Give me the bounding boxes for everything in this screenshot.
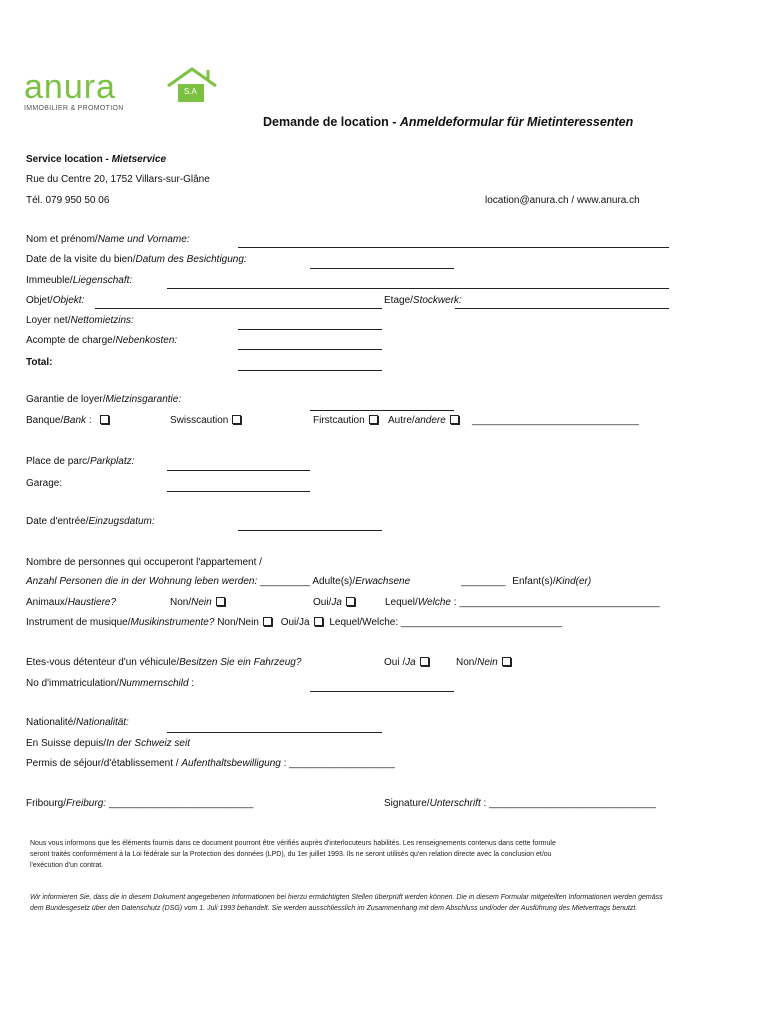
nationality-label-fr: Nationalité/ — [26, 717, 77, 728]
charges-label-fr: Acompte de charge/ — [26, 335, 116, 346]
house-icon — [164, 66, 220, 106]
instrument-no-checkbox[interactable] — [263, 617, 272, 626]
children-row — [461, 576, 591, 588]
rent-label — [26, 315, 134, 327]
place-row — [26, 798, 253, 810]
persons-label-de: Anzahl Personen die in der Wohnung leben werden: — [26, 576, 258, 587]
children-label-de: Kind(er) — [555, 576, 592, 587]
movein-field[interactable] — [238, 530, 382, 531]
other-label-fr: Autre/ — [388, 415, 415, 426]
privacy-note-fr: Nous vous informons que les éléments fournis dans ce document pourront être vérifiés auprès d'interlocuteurs habilités. Les renseignements contenus dans cette formule seront traités conformément à la Loi fédérale sur la Protection des données (LPD), du 1er juillet 1993. Ils ne seront utilisés qu'en relation directe avec la conclusion et/ou l'exécution d'un contrat. — [30, 840, 556, 869]
animals-yes-checkbox[interactable] — [346, 597, 355, 606]
vehicle-label-fr: Etes-vous détenteur d'un véhicule/ — [26, 657, 180, 668]
firstcaution-label: Firstcaution — [313, 415, 365, 426]
office-heading — [26, 154, 166, 166]
logo-word: anura — [24, 68, 116, 106]
plate-label-de: Nummernschild — [119, 678, 189, 689]
firstcaution-option[interactable] — [313, 415, 378, 427]
deposit-field[interactable] — [310, 410, 454, 411]
vehicle-yes-checkbox[interactable] — [420, 657, 429, 666]
title-de: Anmeldeformular für Mietinteressenten — [399, 115, 634, 129]
swisscaution-checkbox[interactable] — [232, 415, 241, 424]
since-label-fr: En Suisse depuis/ — [26, 738, 107, 749]
visit-label-de: Datum des Besichtigung: — [135, 254, 247, 265]
logo-badge: S.A — [184, 87, 197, 96]
animals-which-fr: Lequel/ — [385, 597, 418, 608]
vehicle-no-option[interactable] — [456, 657, 511, 669]
animals-label-de: Haustiere? — [67, 597, 117, 608]
movein-label — [26, 516, 155, 528]
object-label-de: Objekt: — [52, 295, 85, 306]
logo-tagline: IMMOBILIER & PROMOTION — [24, 105, 124, 112]
visit-label — [26, 254, 247, 266]
office-contact: location@anura.ch / www.anura.ch — [485, 195, 640, 206]
office-address: Rue du Centre 20, 1752 Villars-sur-Glâne — [26, 174, 210, 185]
animals-yes-de: Ja — [331, 597, 342, 608]
title-fr: Demande de location - — [263, 115, 400, 129]
floor-label-de: Stockwerk: — [412, 295, 462, 306]
name-label — [26, 234, 190, 246]
building-label-de: Liegenschaft: — [72, 275, 133, 286]
deposit-label — [26, 394, 181, 406]
object-field[interactable] — [95, 308, 382, 309]
instrument-label-fr: Instrument de musique/ — [26, 617, 131, 628]
movein-label-de: Einzugsdatum: — [88, 516, 155, 527]
visit-date-field[interactable] — [310, 268, 454, 269]
garage-field[interactable] — [167, 491, 310, 492]
building-field[interactable] — [167, 288, 669, 289]
other-field[interactable]: ______________________________ — [472, 415, 639, 426]
permit-row: Permis de séjour/d'établissement / Aufenthaltsbewilligung : ___________________ — [26, 758, 395, 769]
parking-label — [26, 456, 134, 468]
instrument-yes-checkbox[interactable] — [314, 617, 323, 626]
vehicle-label-de: Besitzen Sie ein Fahrzeug? — [179, 657, 302, 668]
persons-row — [26, 576, 410, 588]
other-checkbox[interactable] — [450, 415, 459, 424]
office-heading-fr: Service location - — [26, 154, 112, 165]
instrument-row — [26, 617, 562, 629]
animals-no-option[interactable] — [170, 597, 225, 609]
instrument-label-de: Musikinstrumente? — [130, 617, 215, 628]
place-field[interactable]: __________________________ — [108, 798, 254, 809]
vehicle-yes-de: Ja — [405, 657, 416, 668]
deposit-label-fr: Garantie de loyer/ — [26, 394, 106, 405]
instrument-no-label: Non/Nein — [217, 617, 259, 628]
vehicle-yes-option[interactable] — [384, 657, 429, 669]
rent-field[interactable] — [238, 329, 382, 330]
name-label-fr: Nom et prénom/ — [26, 234, 98, 245]
adults-field[interactable]: _________ — [260, 576, 311, 587]
building-label — [26, 275, 132, 287]
children-field[interactable]: ________ — [461, 576, 506, 587]
charges-label-de: Nebenkosten: — [115, 335, 178, 346]
object-label-fr: Objet/ — [26, 295, 53, 306]
swisscaution-label: Swisscaution — [170, 415, 229, 426]
vehicle-no-de: Nein — [477, 657, 498, 668]
parking-label-fr: Place de parc/ — [26, 456, 90, 467]
place-label-de: Freiburg: — [66, 798, 107, 809]
parking-label-de: Parkplatz: — [89, 456, 135, 467]
signature-label-fr: Signature/ — [384, 798, 430, 809]
animals-label — [26, 597, 116, 609]
plate-field[interactable] — [310, 691, 454, 692]
animals-no-fr: Non/ — [170, 597, 192, 608]
other-label-de: andere — [414, 415, 446, 426]
name-label-de: Name und Vorname: — [97, 234, 190, 245]
persons-label-fr: Nombre de personnes qui occuperont l'appartement / — [26, 557, 262, 568]
bank-label-de: Bank — [63, 415, 87, 426]
charges-field[interactable] — [238, 349, 382, 350]
office-phone: Tél. 079 950 50 06 — [26, 195, 110, 206]
bank-label-fr: Banque/ — [26, 415, 64, 426]
nationality-label — [26, 717, 129, 729]
animals-no-checkbox[interactable] — [216, 597, 225, 606]
deposit-label-de: Mietzinsgarantie: — [105, 394, 182, 405]
bank-checkbox[interactable] — [100, 415, 109, 424]
animals-yes-option[interactable] — [313, 597, 355, 609]
signature-row: Signature/Unterschrift : ______________________________ — [384, 798, 656, 809]
parking-field[interactable] — [167, 470, 310, 471]
movein-label-fr: Date d'entrée/ — [26, 516, 89, 527]
signature-field[interactable]: ______________________________ — [489, 798, 656, 809]
other-option[interactable] — [388, 415, 459, 427]
since-label-de: In der Schweiz seit — [106, 738, 190, 749]
adults-label-fr: Adulte(s)/ — [312, 576, 356, 587]
floor-label — [384, 295, 462, 307]
animals-which: Lequel/Welche : ____________________________________ — [385, 597, 660, 608]
animals-no-de: Nein — [191, 597, 212, 608]
instrument-which-label: Lequel/Welche: — [329, 617, 399, 628]
signature-label-de: Unterschrift — [429, 798, 481, 809]
swisscaution-option[interactable] — [170, 415, 241, 427]
floor-field[interactable] — [455, 308, 669, 309]
place-label-fr: Fribourg/ — [26, 798, 67, 809]
instrument-yes-label: Oui/Ja — [280, 617, 310, 628]
bank-option[interactable]: Banque/Bank : — [26, 415, 109, 427]
permit-field[interactable]: ___________________ — [289, 758, 395, 769]
animals-yes-fr: Oui/ — [313, 597, 332, 608]
total-field[interactable] — [238, 370, 382, 371]
firstcaution-checkbox[interactable] — [369, 415, 378, 424]
animals-which-field[interactable]: ____________________________________ — [459, 597, 660, 608]
permit-label-fr: Permis de séjour/d'établissement / — [26, 758, 182, 769]
plate-label: No d'immatriculation/Nummernschild : — [26, 678, 195, 689]
plate-label-fr: No d'immatriculation/ — [26, 678, 120, 689]
children-label-fr: Enfant(s)/ — [512, 576, 556, 587]
vehicle-no-fr: Non/ — [456, 657, 478, 668]
charges-label — [26, 335, 177, 347]
office-heading-de: Mietservice — [111, 154, 167, 165]
privacy-note-de: Wir informieren Sie, dass die in diesem Dokument angegebenen Informationen bei hierzu ermächtigten Stellen überprüft werden können. Die in diesem Formular mitgeteilten Informationen werden gemäss dem Bundesgesetz über den Datenschutz (DSG) vom 1. Juli 1993 behandelt. Sie werden ausschliesslich im Zusammenhang mit dem Abschluss und/oder der Ausführung des Mietvertrags benutzt. — [30, 894, 663, 912]
logo — [24, 66, 199, 116]
page-title — [263, 115, 633, 129]
nationality-label-de: Nationalität: — [76, 717, 129, 728]
nationality-field[interactable] — [167, 732, 382, 733]
object-label — [26, 295, 84, 307]
name-field[interactable] — [238, 247, 669, 248]
since-label — [26, 738, 190, 750]
floor-label-fr: Etage/ — [384, 295, 413, 306]
animals-which-de: Welche — [417, 597, 451, 608]
instrument-which-field[interactable]: _____________________________ — [400, 617, 563, 628]
animals-label-fr: Animaux/ — [26, 597, 68, 608]
total-label: Total: — [26, 357, 53, 368]
building-label-fr: Immeuble/ — [26, 275, 73, 286]
garage-label: Garage: — [26, 478, 63, 489]
vehicle-no-checkbox[interactable] — [502, 657, 511, 666]
visit-label-fr: Date de la visite du bien/ — [26, 254, 136, 265]
rent-label-de: Nettomietzins: — [70, 315, 134, 326]
vehicle-label — [26, 657, 301, 669]
adults-label-de: Erwachsene — [355, 576, 411, 587]
rent-label-fr: Loyer net/ — [26, 315, 71, 326]
permit-label-de: Aufenthaltsbewilligung — [181, 758, 281, 769]
vehicle-yes-fr: Oui / — [384, 657, 406, 668]
